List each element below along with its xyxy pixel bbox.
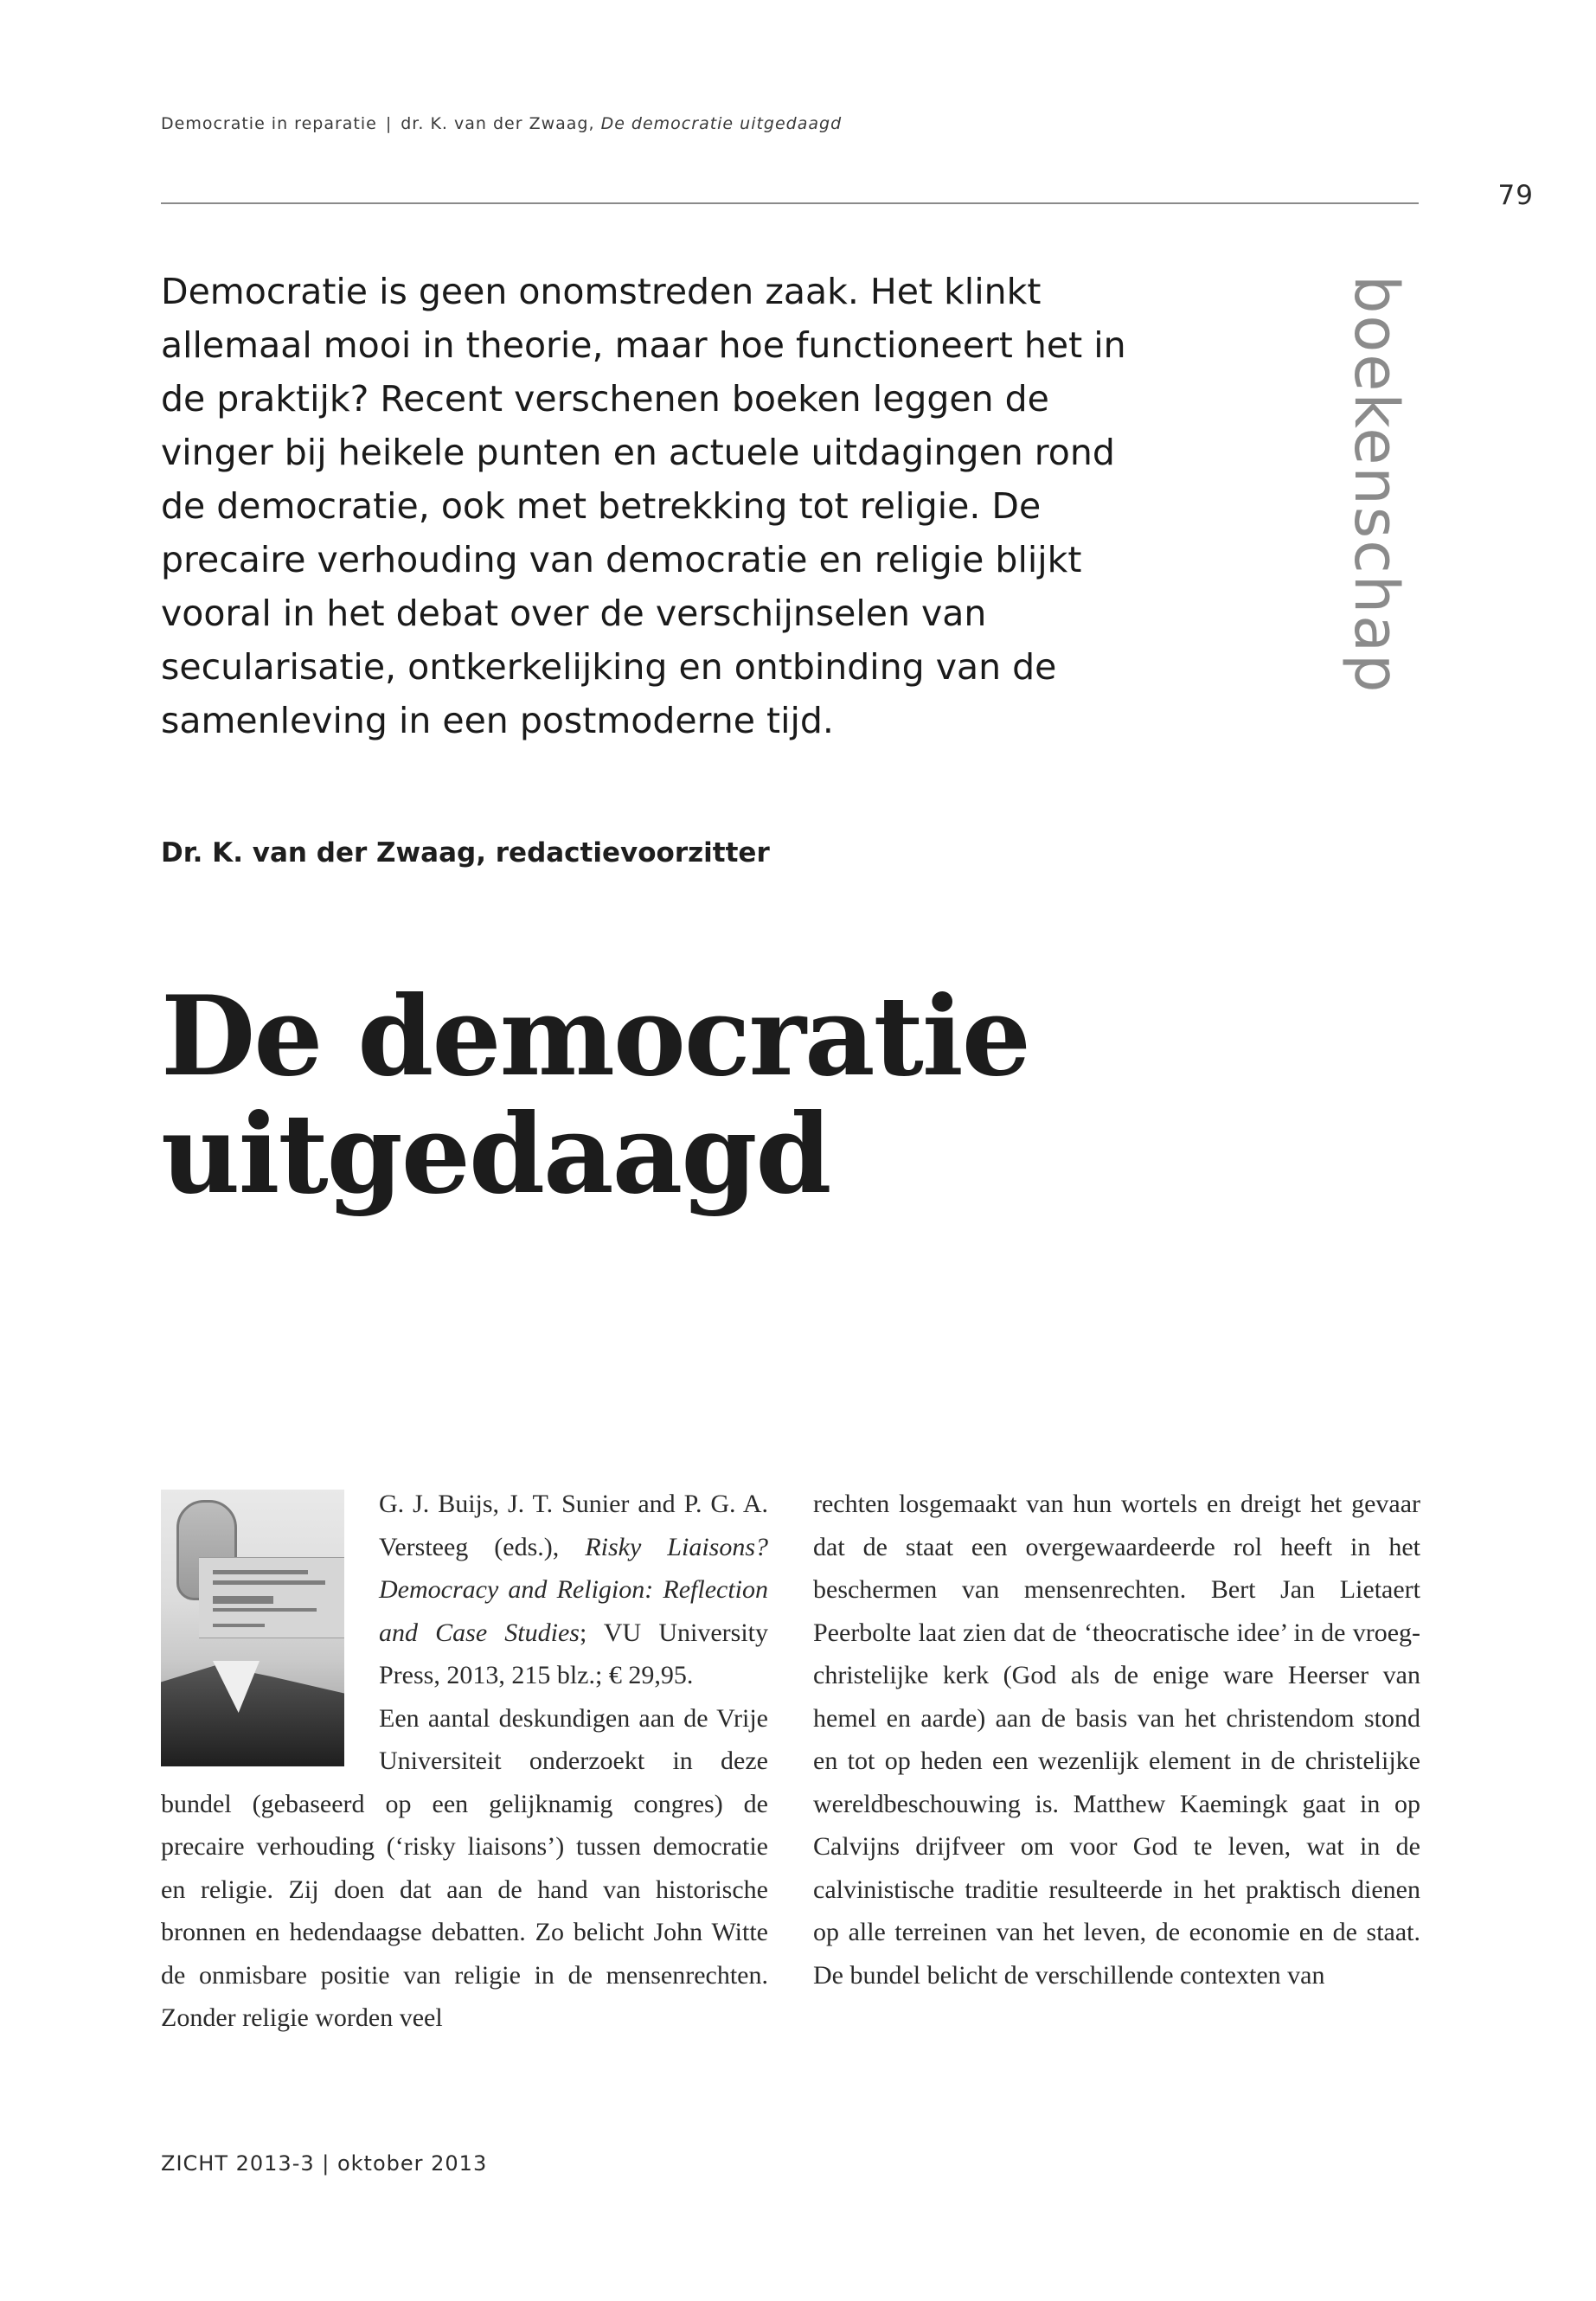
page-number: 79 xyxy=(1497,180,1534,211)
book-title: Risky Liaisons? Democracy and Religion: Reflection and Case Studies xyxy=(379,1532,769,1647)
running-head-section: Democratie in reparatie xyxy=(161,114,377,133)
running-head-author: dr. K. van der Zwaag, xyxy=(401,114,595,133)
article-title: De democratie uitgedaagd xyxy=(161,972,1029,1218)
intro-paragraph: Democratie is geen onomstreden zaak. Het klinkt allemaal mooi in theorie, maar hoe functioneert het in de praktijk? Recent verschenen boeken leggen de vinger bij heikele punten en actuele uitdagingen rond de democratie, ook met betrekking tot religie. De precaire verhouding van democratie en religie blijkt vooral in het debat over de verschijnselen van secularisatie, ontkerkelijking en ontbinding van de samenleving in een postmoderne tijd. xyxy=(161,271,1126,741)
running-head xyxy=(161,114,842,133)
body-text-left: Een aantal deskundigen aan de Vrije Universiteit onderzoekt in deze bundel (gebaseerd op een gelijknamig congres) de precaire verhouding (‘risky liaisons’) tussen democratie en religie. Zij doen dat aan de hand van historische bronnen en hedendaagse debatten. Zo belicht John Witte de onmisbare positie van religie in de mensenrechten. Zonder religie worden veel xyxy=(161,1703,768,2032)
running-head-separator: | xyxy=(385,114,393,133)
byline: Dr. K. van der Zwaag, redactievoorzitter xyxy=(161,837,770,868)
body-text-right: rechten losgemaakt van hun wortels en dreigt het gevaar dat de staat een overgewaardeerde rol heeft in het beschermen van mensenrechten. Bert Jan Lietaert Peerbolte laat zien dat de ‘theocratische idee’ in de vroeg-christelijke kerk (God als de enige ware Heerser van hemel en aarde) aan de basis van het christendom stond en tot op heden een wezenlijk element in de christelijke wereldbeschouwing is. Matthew Kaemingk gaat in op Calvijns drijfveer om voor God te leven, wat in de calvinistische traditie resulteerde in het praktisch dienen op alle terreinen van het leven, de economie en de staat. De bundel belicht de verschillende contexten van xyxy=(813,1490,1420,1990)
book-authors: G. J. Buijs, J. T. Sunier and P. G. A. Versteeg (eds.), xyxy=(379,1490,768,1561)
running-head-article-title: De democratie uitgedaagd xyxy=(600,114,843,133)
body-column-right xyxy=(813,1483,1420,1997)
book-cover-image xyxy=(161,1490,344,1766)
header-rule xyxy=(161,202,1419,204)
body-column-left xyxy=(161,1483,768,2040)
section-label: boekenschap xyxy=(1341,275,1412,695)
page-footer: ZICHT 2013-3 | oktober 2013 xyxy=(161,2151,488,2176)
book-publication: ; VU University Press, 2013, 215 blz.; € 29,95. xyxy=(379,1618,768,1689)
